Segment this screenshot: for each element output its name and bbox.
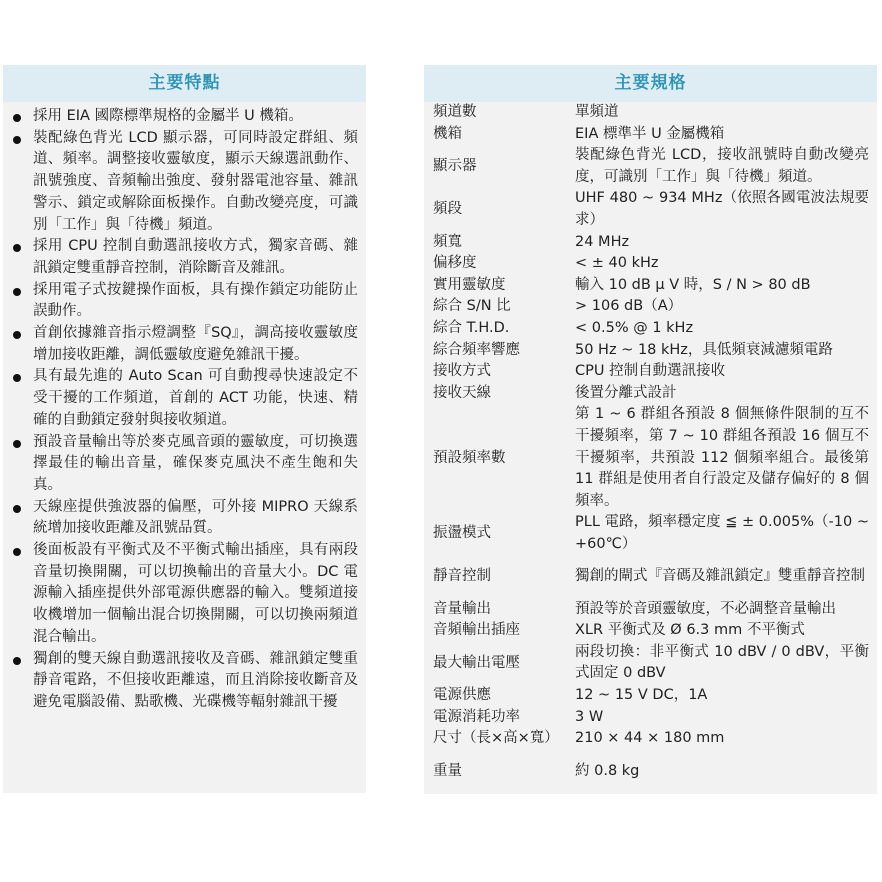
spec-label: 尺寸（長×高×寬） <box>433 730 559 747</box>
spec-value: 3 W <box>575 708 604 725</box>
feature-text: 具有最先進的 Auto Scan 可自動搜尋快速設定不受干擾的工作頻道，首創的 ACT 功能，快速、精確的自動鎖定發射與接收頻道。 <box>33 368 358 428</box>
feature-text: 獨創的雙天線自動選訊接收及音碼、雜訊鎖定雙重靜音電路，不但接收距離遠，而且消除接收斷音及避免電腦設備、點歌機、光碟機等輻射雜訊干擾 <box>33 650 358 710</box>
spec-row <box>424 124 877 146</box>
spec-value: 兩段切換：非平衡式 10 dBV / 0 dBV，平衡式固定 0 dBV <box>575 643 869 682</box>
spec-label: 最大輸出電壓 <box>433 654 520 671</box>
spec-value: 210 × 44 × 180 mm <box>575 730 725 747</box>
bullet-icon <box>13 374 21 382</box>
spec-row <box>424 620 877 642</box>
bullet-icon <box>13 244 21 252</box>
spec-value: PLL 電路，頻率穩定度 ≦ ± 0.005%（-10 ~ +60℃） <box>575 514 869 552</box>
spec-row <box>424 556 877 599</box>
spec-row <box>424 253 877 275</box>
spec-value: 第 1 ~ 6 群組各預設 8 個無條件限制的互不干擾頻率，第 7 ~ 10 群組各預設 16 個互不干擾頻率，共預設 112 個頻率組合。最後第 11 群組是使用者自行設定及儲存偏好的 8 個頻率。 <box>575 406 869 509</box>
bullet-icon <box>13 114 21 122</box>
bullet-icon <box>13 548 21 556</box>
spec-row <box>424 707 877 729</box>
spec-label: 機箱 <box>433 125 462 142</box>
feature-text: 採用 CPU 控制自動選訊接收方式，獨家音碼、雜訊鎖定雙重靜音控制，消除斷音及雜訊。 <box>33 238 358 276</box>
specs-panel <box>424 65 877 794</box>
feature-item <box>9 540 358 649</box>
spec-value: 裝配綠色背光 LCD，接收訊號時自動改變亮度，可識別「工作」與「待機」頻道。 <box>575 147 869 185</box>
spec-row <box>424 296 877 318</box>
feature-item <box>9 128 358 237</box>
spec-label: 靜音控制 <box>433 568 491 585</box>
spec-label: 振盪模式 <box>433 525 491 542</box>
feature-item <box>9 497 358 540</box>
spec-value: 12 ~ 15 V DC，1A <box>575 687 708 704</box>
feature-text: 裝配綠色背光 LCD 顯示器，可同時設定群組、頻道、頻率。調整接收靈敏度，顯示天線選訊動作、訊號強度、音頻輸出強度、發射器電池容量、雜訊警示、鎖定或解除面板操作。自動改變亮度，可識別「工作」與「待機」頻道。 <box>33 129 358 233</box>
spec-row <box>424 728 877 750</box>
feature-text: 天線座提供強波器的偏壓，可外接 MIPRO 天線系統增加接收距離及訊號品質。 <box>33 498 358 537</box>
feature-text: 採用電子式按鍵操作面板，具有操作鎖定功能防止誤動作。 <box>33 281 358 320</box>
spec-value: 後置分離式設計 <box>575 384 677 401</box>
spec-label: 頻道數 <box>433 104 477 120</box>
spec-label: 頻段 <box>433 201 462 218</box>
bullet-icon <box>13 331 21 339</box>
spec-label: 音量輸出 <box>433 600 491 617</box>
spec-value: UHF 480 ~ 934 MHz（依照各國電波法規要求） <box>575 190 869 228</box>
spec-label: 電源消耗功率 <box>433 708 520 725</box>
specs-table <box>424 102 877 793</box>
feature-text: 首創依據雜音指示燈調整『SQ』，調高接收靈敏度增加接收距離，調低靈敏度避免雜訊干擾。 <box>33 325 358 363</box>
spec-value: 輸入 10 dB μ V 時，S / N > 80 dB <box>575 276 811 293</box>
spec-value: 獨創的閘式『音碼及雜訊鎖定』雙重靜音控制 <box>575 568 865 585</box>
spec-label: 接收天線 <box>433 384 491 401</box>
spec-value: > 106 dB（A） <box>575 298 683 315</box>
spec-row <box>424 599 877 621</box>
spec-label: 音頻輸出插座 <box>433 622 520 639</box>
spec-label: 重量 <box>433 762 462 779</box>
feature-item <box>9 432 358 497</box>
spec-value: 50 Hz ~ 18 kHz，具低頻衰減濾頻電路 <box>575 341 833 358</box>
specs-title: 主要規格 <box>424 65 877 102</box>
spec-row <box>424 232 877 254</box>
feature-item <box>9 323 358 366</box>
spec-row <box>424 750 877 793</box>
features-list <box>3 106 366 714</box>
bullet-icon <box>13 288 21 296</box>
features-panel <box>3 65 366 793</box>
spec-label: 預設頻率數 <box>433 449 506 466</box>
spec-row <box>424 383 877 405</box>
spec-row <box>424 404 877 512</box>
bullet-icon <box>13 136 21 144</box>
spec-row <box>424 145 877 188</box>
spec-value: CPU 控制自動選訊接收 <box>575 363 726 380</box>
spec-label: 頻寬 <box>433 233 462 250</box>
feature-text: 採用 EIA 國際標準規格的金屬半 U 機箱。 <box>33 108 303 124</box>
feature-item <box>9 236 358 279</box>
spec-value: < 0.5% @ 1 kHz <box>575 319 694 336</box>
spec-row <box>424 361 877 383</box>
spec-label: 綜合 S/N 比 <box>433 298 511 315</box>
spec-row <box>424 188 877 231</box>
spec-value: EIA 標準半 U 金屬機箱 <box>575 125 725 142</box>
spec-label: 實用靈敏度 <box>433 276 506 293</box>
spec-value: 24 MHz <box>575 233 630 250</box>
spec-label: 綜合 T.H.D. <box>433 319 510 336</box>
feature-text: 預設音量輸出等於麥克風音頭的靈敏度，可切換選擇最佳的輸出音量，確保麥克風決不產生飽和失真。 <box>33 433 358 493</box>
bullet-icon <box>13 505 21 513</box>
spec-row <box>424 275 877 297</box>
bullet-icon <box>13 657 21 665</box>
feature-item <box>9 366 358 431</box>
feature-text: 後面板設有平衡式及不平衡式輸出插座，具有兩段音量切換開關，可以切換輸出的音量大小。DC 電源輸入插座提供外部電源供應器的輸入。雙頻道接收機增加一個輸出混合切換開關，可以切換兩頻道混合輸出。 <box>33 542 358 645</box>
spec-value: 單頻道 <box>575 104 619 120</box>
feature-item <box>9 106 358 128</box>
spec-row <box>424 102 877 124</box>
spec-row <box>424 340 877 362</box>
spec-value: < ± 40 kHz <box>575 255 659 272</box>
bullet-icon <box>13 440 21 448</box>
spec-row <box>424 685 877 707</box>
spec-label: 綜合頻率響應 <box>433 341 520 358</box>
spec-value: XLR 平衡式及 Ø 6.3 mm 不平衡式 <box>575 622 805 639</box>
spec-label: 顯示器 <box>433 157 477 174</box>
spec-row <box>424 318 877 340</box>
spec-row <box>424 512 877 555</box>
feature-item <box>9 649 358 714</box>
spec-label: 接收方式 <box>433 363 491 380</box>
spec-label: 偏移度 <box>433 255 477 272</box>
feature-item <box>9 280 358 323</box>
spec-value: 約 0.8 kg <box>575 762 640 779</box>
features-title: 主要特點 <box>3 65 366 102</box>
spec-value: 預設等於音頭靈敏度，不必調整音量輸出 <box>575 600 836 617</box>
spec-row <box>424 642 877 685</box>
spec-label: 電源供應 <box>433 687 491 704</box>
